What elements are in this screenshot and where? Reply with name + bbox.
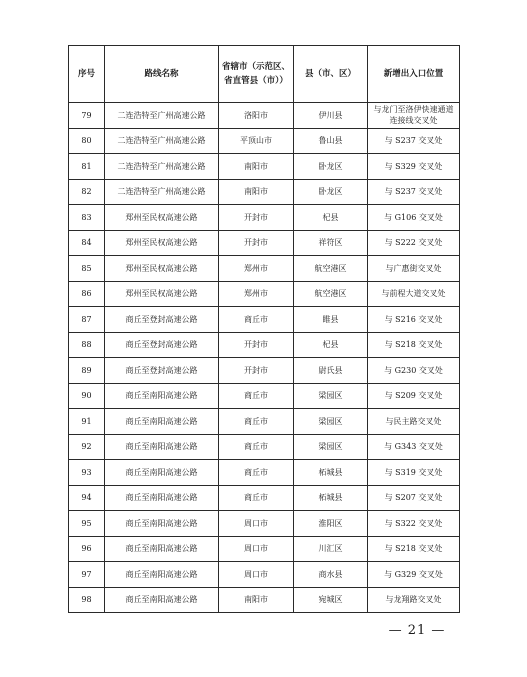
cell-serial-number: 90 bbox=[69, 383, 105, 409]
cell-city: 商丘市 bbox=[219, 307, 294, 333]
cell-county: 鲁山县 bbox=[294, 128, 368, 154]
cell-serial-number: 83 bbox=[69, 205, 105, 231]
cell-county: 杞县 bbox=[294, 205, 368, 231]
cell-city: 开封市 bbox=[219, 205, 294, 231]
cell-serial-number: 94 bbox=[69, 485, 105, 511]
cell-county: 川汇区 bbox=[294, 536, 368, 562]
cell-exit-location: 与 S322 交叉处 bbox=[368, 511, 460, 537]
cell-serial-number: 91 bbox=[69, 409, 105, 435]
cell-exit-location: 与 G343 交叉处 bbox=[368, 434, 460, 460]
cell-county: 杞县 bbox=[294, 332, 368, 358]
cell-serial-number: 97 bbox=[69, 562, 105, 588]
table-row bbox=[69, 128, 460, 154]
cell-exit-location: 与 S222 交叉处 bbox=[368, 230, 460, 256]
cell-route-name: 二连浩特至广州高速公路 bbox=[105, 179, 219, 205]
cell-city: 周口市 bbox=[219, 536, 294, 562]
table-row bbox=[69, 536, 460, 562]
cell-county: 宛城区 bbox=[294, 587, 368, 613]
page-number: — 21 — bbox=[388, 623, 446, 638]
cell-city: 南阳市 bbox=[219, 587, 294, 613]
cell-county: 卧龙区 bbox=[294, 179, 368, 205]
cell-route-name: 郑州至民权高速公路 bbox=[105, 230, 219, 256]
cell-route-name: 商丘至南阳高速公路 bbox=[105, 485, 219, 511]
header-route-name: 路线名称 bbox=[105, 46, 219, 103]
cell-serial-number: 98 bbox=[69, 587, 105, 613]
cell-exit-location: 与 S319 交叉处 bbox=[368, 460, 460, 486]
table-row bbox=[69, 434, 460, 460]
cell-exit-location: 与 G230 交叉处 bbox=[368, 358, 460, 384]
table-row bbox=[69, 205, 460, 231]
table-row bbox=[69, 409, 460, 435]
cell-exit-location: 与前程大道交叉处 bbox=[368, 281, 460, 307]
table-row bbox=[69, 511, 460, 537]
cell-serial-number: 92 bbox=[69, 434, 105, 460]
table-row bbox=[69, 460, 460, 486]
cell-exit-location: 与龙门至洛伊快速通道连接线交叉处 bbox=[368, 103, 460, 129]
table-row bbox=[69, 358, 460, 384]
cell-serial-number: 79 bbox=[69, 103, 105, 129]
cell-route-name: 郑州至民权高速公路 bbox=[105, 205, 219, 231]
cell-city: 周口市 bbox=[219, 511, 294, 537]
cell-exit-location: 与龙翔路交叉处 bbox=[368, 587, 460, 613]
cell-serial-number: 89 bbox=[69, 358, 105, 384]
cell-exit-location: 与广惠街交叉处 bbox=[368, 256, 460, 282]
table-row bbox=[69, 307, 460, 333]
cell-city: 洛阳市 bbox=[219, 103, 294, 129]
cell-city: 开封市 bbox=[219, 332, 294, 358]
cell-serial-number: 85 bbox=[69, 256, 105, 282]
cell-serial-number: 96 bbox=[69, 536, 105, 562]
cell-county: 祥符区 bbox=[294, 230, 368, 256]
cell-city: 商丘市 bbox=[219, 434, 294, 460]
table-row bbox=[69, 383, 460, 409]
cell-route-name: 商丘至南阳高速公路 bbox=[105, 587, 219, 613]
cell-route-name: 商丘至南阳高速公路 bbox=[105, 562, 219, 588]
table-row bbox=[69, 562, 460, 588]
table-row bbox=[69, 230, 460, 256]
cell-route-name: 商丘至南阳高速公路 bbox=[105, 409, 219, 435]
cell-exit-location: 与 S329 交叉处 bbox=[368, 154, 460, 180]
cell-county: 梁园区 bbox=[294, 383, 368, 409]
cell-serial-number: 81 bbox=[69, 154, 105, 180]
cell-exit-location: 与 S218 交叉处 bbox=[368, 536, 460, 562]
table-row bbox=[69, 587, 460, 613]
cell-exit-location: 与 S218 交叉处 bbox=[368, 332, 460, 358]
table-row bbox=[69, 154, 460, 180]
table-row bbox=[69, 103, 460, 129]
cell-exit-location: 与民主路交叉处 bbox=[368, 409, 460, 435]
cell-route-name: 商丘至登封高速公路 bbox=[105, 358, 219, 384]
cell-county: 商水县 bbox=[294, 562, 368, 588]
cell-route-name: 商丘至南阳高速公路 bbox=[105, 536, 219, 562]
cell-route-name: 商丘至南阳高速公路 bbox=[105, 383, 219, 409]
cell-route-name: 郑州至民权高速公路 bbox=[105, 256, 219, 282]
cell-route-name: 商丘至登封高速公路 bbox=[105, 332, 219, 358]
table-row bbox=[69, 256, 460, 282]
cell-county: 淮阳区 bbox=[294, 511, 368, 537]
cell-exit-location: 与 S237 交叉处 bbox=[368, 179, 460, 205]
cell-county: 航空港区 bbox=[294, 256, 368, 282]
table-body bbox=[69, 103, 460, 613]
table-row bbox=[69, 281, 460, 307]
cell-city: 平顶山市 bbox=[219, 128, 294, 154]
cell-city: 开封市 bbox=[219, 358, 294, 384]
cell-city: 南阳市 bbox=[219, 179, 294, 205]
cell-county: 尉氏县 bbox=[294, 358, 368, 384]
cell-route-name: 二连浩特至广州高速公路 bbox=[105, 154, 219, 180]
cell-county: 柘城县 bbox=[294, 485, 368, 511]
cell-serial-number: 93 bbox=[69, 460, 105, 486]
cell-exit-location: 与 S209 交叉处 bbox=[368, 383, 460, 409]
cell-city: 郑州市 bbox=[219, 256, 294, 282]
cell-city: 商丘市 bbox=[219, 383, 294, 409]
cell-serial-number: 82 bbox=[69, 179, 105, 205]
cell-county: 航空港区 bbox=[294, 281, 368, 307]
cell-serial-number: 87 bbox=[69, 307, 105, 333]
cell-route-name: 商丘至南阳高速公路 bbox=[105, 434, 219, 460]
header-serial-number: 序号 bbox=[69, 46, 105, 103]
cell-route-name: 商丘至登封高速公路 bbox=[105, 307, 219, 333]
cell-city: 开封市 bbox=[219, 230, 294, 256]
cell-county: 梁园区 bbox=[294, 434, 368, 460]
cell-county: 卧龙区 bbox=[294, 154, 368, 180]
table-row bbox=[69, 485, 460, 511]
cell-serial-number: 80 bbox=[69, 128, 105, 154]
cell-route-name: 二连浩特至广州高速公路 bbox=[105, 128, 219, 154]
cell-city: 周口市 bbox=[219, 562, 294, 588]
cell-exit-location: 与 G329 交叉处 bbox=[368, 562, 460, 588]
cell-city: 商丘市 bbox=[219, 409, 294, 435]
cell-exit-location: 与 S207 交叉处 bbox=[368, 485, 460, 511]
cell-county: 伊川县 bbox=[294, 103, 368, 129]
cell-serial-number: 84 bbox=[69, 230, 105, 256]
cell-city: 郑州市 bbox=[219, 281, 294, 307]
header-city: 省辖市（示范区、省直管县（市）） bbox=[219, 46, 294, 103]
cell-serial-number: 88 bbox=[69, 332, 105, 358]
cell-city: 商丘市 bbox=[219, 485, 294, 511]
cell-city: 商丘市 bbox=[219, 460, 294, 486]
cell-route-name: 郑州至民权高速公路 bbox=[105, 281, 219, 307]
table-header-row bbox=[69, 46, 460, 103]
table-row bbox=[69, 332, 460, 358]
cell-serial-number: 95 bbox=[69, 511, 105, 537]
cell-serial-number: 86 bbox=[69, 281, 105, 307]
expressway-exit-table bbox=[68, 45, 460, 613]
cell-county: 柘城县 bbox=[294, 460, 368, 486]
header-county: 县（市、区） bbox=[294, 46, 368, 103]
cell-route-name: 商丘至南阳高速公路 bbox=[105, 460, 219, 486]
cell-route-name: 二连浩特至广州高速公路 bbox=[105, 103, 219, 129]
cell-city: 南阳市 bbox=[219, 154, 294, 180]
header-new-exit-location: 新增出入口位置 bbox=[368, 46, 460, 103]
cell-exit-location: 与 S237 交叉处 bbox=[368, 128, 460, 154]
cell-county: 梁园区 bbox=[294, 409, 368, 435]
cell-county: 睢县 bbox=[294, 307, 368, 333]
cell-route-name: 商丘至南阳高速公路 bbox=[105, 511, 219, 537]
table-row bbox=[69, 179, 460, 205]
cell-exit-location: 与 G106 交叉处 bbox=[368, 205, 460, 231]
cell-exit-location: 与 S216 交叉处 bbox=[368, 307, 460, 333]
